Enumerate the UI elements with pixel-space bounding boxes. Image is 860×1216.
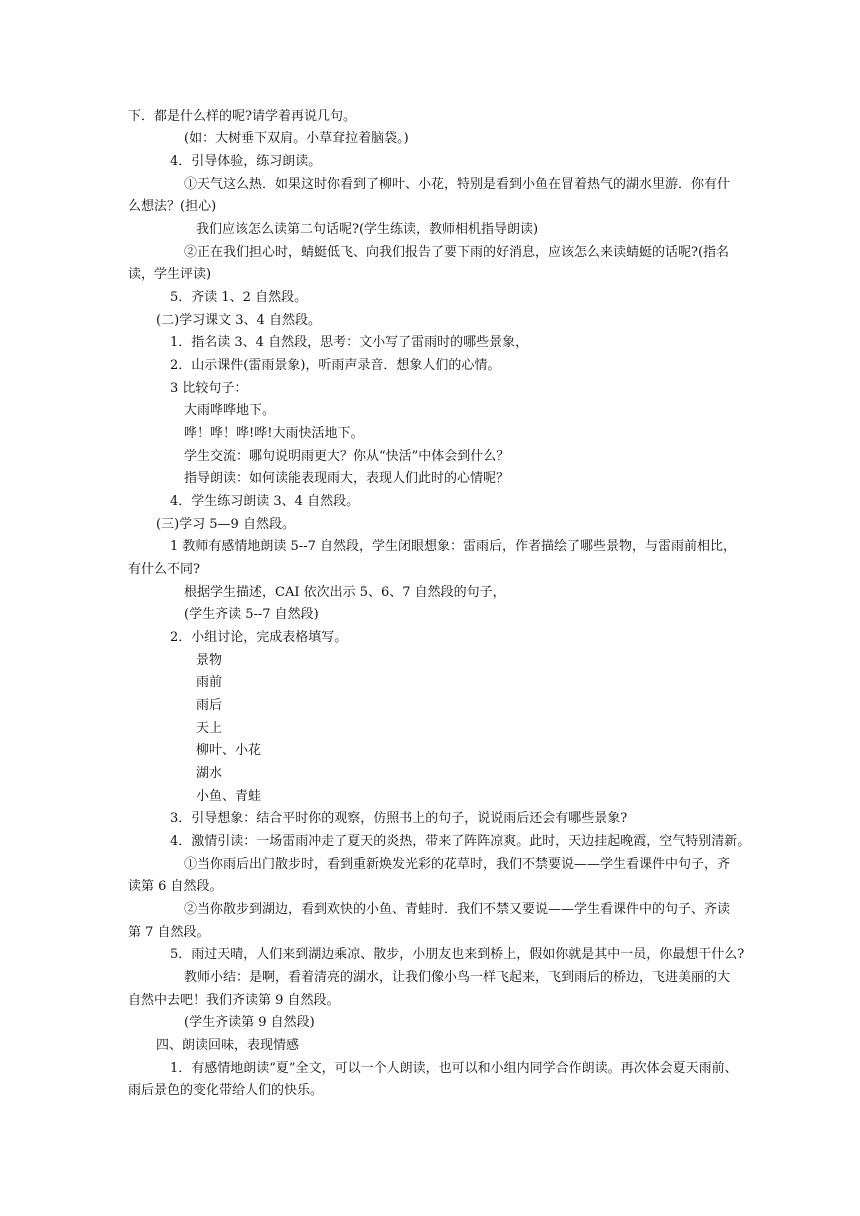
text-line: 2．小组讨论，完成表格填写。 [170, 630, 348, 645]
text-line: ①天气这么热．如果这时你看到了柳叶、小花，特别是看到小鱼在冒着热气的湖水里游．你有什 [184, 177, 731, 192]
text-line: ②当你散步到湖边，看到欢快的小鱼、青蛙时．我们不禁又要说——学生看课件中的句子、齐读 [184, 902, 731, 917]
text-line: 有什么不同? [128, 562, 200, 577]
text-line: 根据学生描述，CAI 依次出示 5、6、7 自然段的句子， [184, 585, 506, 600]
text-line: 哗！哗！哗!哗!大雨快活地下。 [184, 426, 364, 441]
text-line: (学生齐读第 9 自然段) [184, 1015, 315, 1030]
text-line: 学生交流：哪句说明雨更大？你从“快活”中体会到什么？ [184, 449, 510, 464]
table-cell: 湖水 [196, 766, 223, 781]
table-cell: 雨前 [196, 675, 223, 690]
text-line: (二)学习课文 3、4 自然段。 [156, 313, 321, 328]
text-line: 自然中去吧！我们齐读第 9 自然段。 [128, 993, 340, 1008]
text-line: 指导朗读：如何读能表现雨大，表现人们此时的心情呢？ [184, 471, 510, 486]
text-line: (学生齐读 5--7 自然段) [184, 607, 319, 622]
table-cell: 柳叶、小花 [196, 743, 262, 758]
text-line: 读第 6 自然段。 [128, 879, 223, 894]
text-line: 1．有感情地朗读“夏”全文，可以一个人朗读，也可以和小组内同学合作朗读。再次体会夏天雨前、 [170, 1061, 738, 1076]
text-line: 下．都是什么样的呢?请学着再说几句。 [128, 109, 356, 124]
text-line: 1．指名读 3、4 自然段，思考：文小写了雷雨时的哪些景象， [170, 335, 529, 350]
text-line: ②正在我们担心时，蜻蜓低飞、向我们报告了要下雨的好消息，应该怎么来读蜻蜓的话呢?(指名 [184, 245, 730, 260]
text-line: 读，学生评读) [128, 267, 212, 282]
text-line: (三)学习 5—9 自然段。 [156, 517, 295, 532]
text-line: (如：大树垂下双肩。小草耷拉着脑袋。) [184, 131, 409, 146]
text-line: 4．激情引读：一场雷雨冲走了夏天的炎热，带来了阵阵凉爽。此时，天边挂起晚霞，空气特别清新。 [170, 834, 751, 849]
text-line: 3．引导想象：结合平时你的观察，仿照书上的句子，说说雨后还会有哪些景象? [170, 811, 628, 826]
text-line: 雨后景色的变化带给人们的快乐。 [128, 1083, 324, 1098]
text-line: 教师小结：是啊，看着清亮的湖水，让我们像小鸟一样飞起来，飞到雨后的桥边，飞进美丽的大 [184, 970, 731, 985]
table-cell: 小鱼、青蛙 [196, 789, 262, 804]
text-line: 2．山示课件(雷雨景象)，听雨声录音．想象人们的心情。 [170, 358, 501, 373]
section-heading: 四、朗读回味，表现情感 [156, 1038, 300, 1053]
text-line: 4．引导体验，练习朗读。 [170, 154, 322, 169]
text-line: 4．学生练习朗读 3、4 自然段。 [170, 494, 360, 509]
text-line: 么想法？(担心) [128, 199, 217, 214]
table-cell: 景物 [196, 653, 223, 668]
table-cell: 天上 [196, 721, 223, 736]
text-line: 第 7 自然段。 [128, 925, 210, 940]
text-line: 大雨哗哗地下。 [184, 403, 276, 418]
text-line: 1 教师有感情地朗读 5--7 自然段，学生闭眼想象：雷雨后，作者描绘了哪些景物，与雷雨前相比， [170, 539, 736, 554]
text-line: 5．雨过天晴，人们来到湖边乘凉、散步，小朋友也来到桥上，假如你就是其中一员，你最想干什么? [170, 947, 745, 962]
text-line: ①当你雨后出门散步时，看到重新焕发光彩的花草时，我们不禁要说——学生看课件中句子，齐 [184, 857, 731, 872]
text-line: 我们应该怎么读第二句话呢?(学生练读，教师相机指导朗读) [196, 222, 539, 237]
table-cell: 雨后 [196, 698, 223, 713]
text-line: 3 比较句子： [170, 381, 248, 396]
text-line: 5．齐读 1、2 自然段。 [170, 290, 308, 305]
